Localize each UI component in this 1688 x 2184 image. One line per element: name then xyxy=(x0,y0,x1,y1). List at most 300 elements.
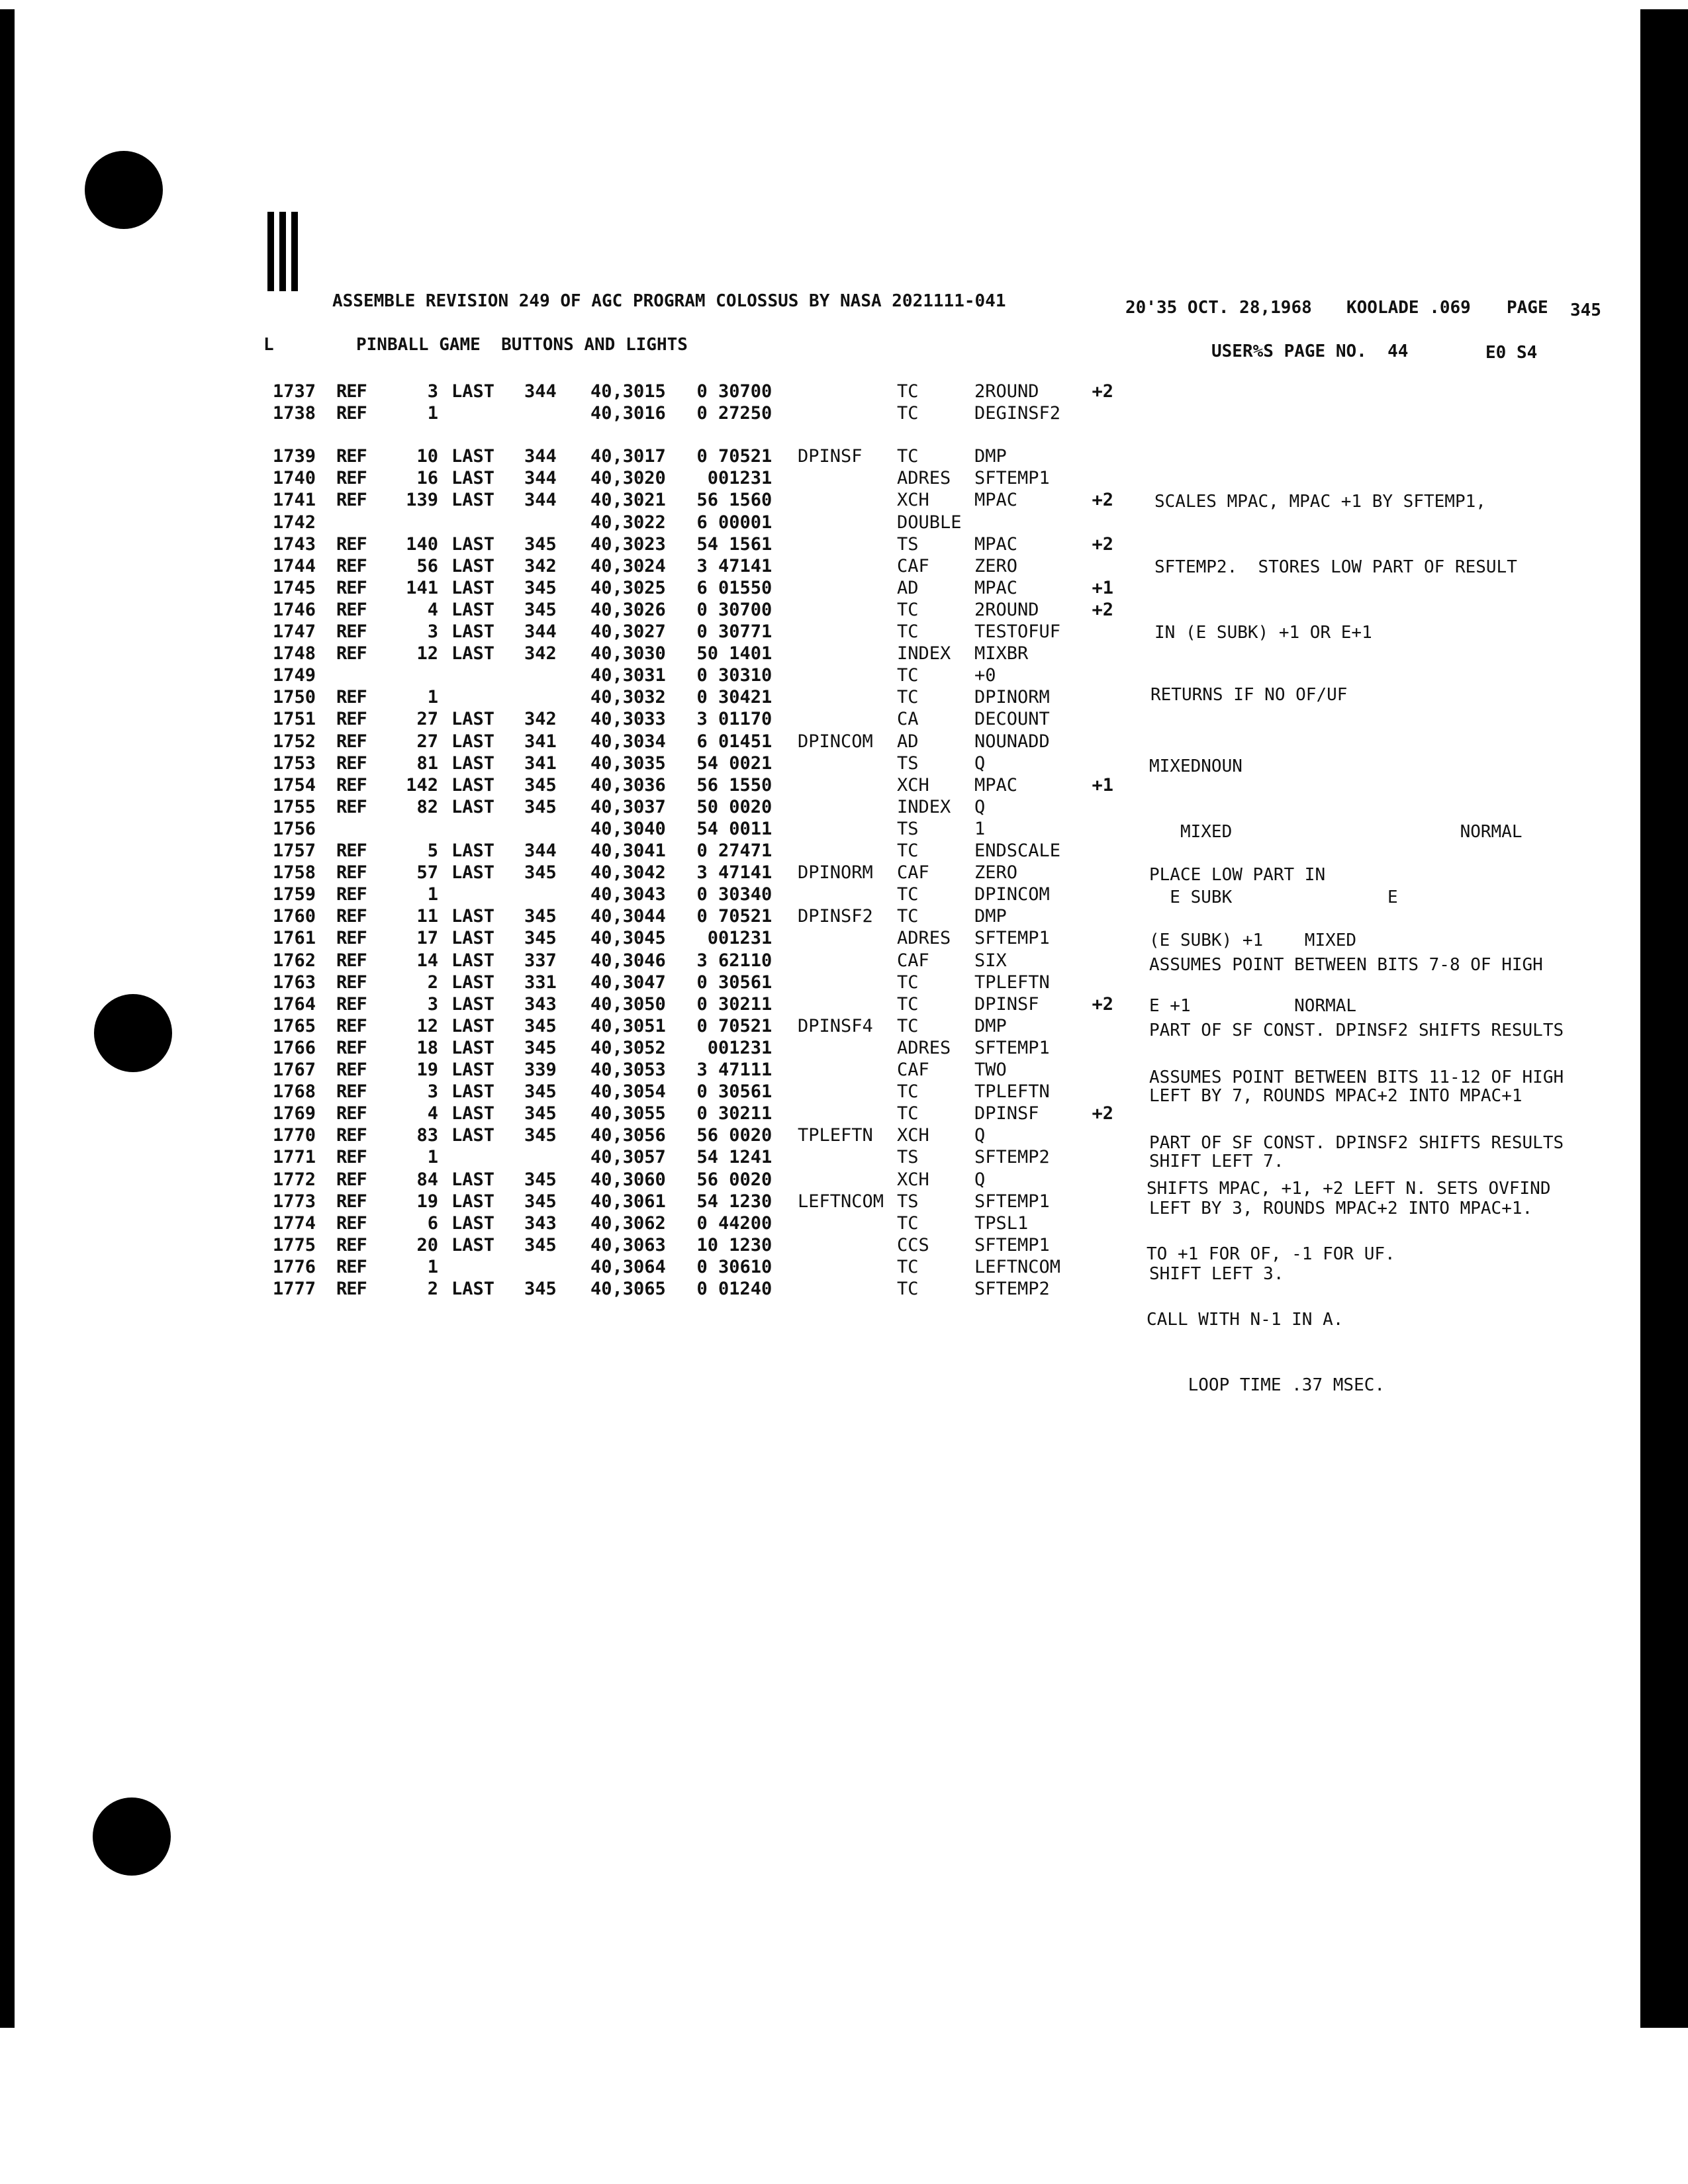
line-number: 1748 xyxy=(273,643,316,664)
last-page: 345 xyxy=(524,862,557,884)
comment-line: ASSUMES POINT BETWEEN BITS 7-8 OF HIGH xyxy=(1149,955,1543,975)
octal-word: 56 155 xyxy=(696,774,761,796)
opcode: AD xyxy=(897,731,919,752)
operand: SFTEMP1 xyxy=(974,468,1050,489)
octal-word: 00123 xyxy=(707,928,761,949)
parity-bit: 1 xyxy=(761,841,773,861)
ref-count: 17 xyxy=(416,928,438,949)
address: 40,3047 xyxy=(590,972,666,993)
line-number: 1760 xyxy=(273,906,316,927)
line-number: 1762 xyxy=(273,950,316,971)
parity-bit: 1 xyxy=(761,446,773,467)
comment-line: PART OF SF CONST. DPINSF2 SHIFTS RESULTS xyxy=(1149,1133,1564,1153)
operand: LEFTNCOM xyxy=(974,1256,1061,1277)
page-label: PAGE xyxy=(1507,298,1548,318)
ref-marker: REF xyxy=(336,709,367,730)
opcode: TC xyxy=(897,906,919,927)
parity-bit: 0 xyxy=(761,1169,773,1190)
ref-marker: REF xyxy=(336,1234,367,1255)
section-title: PINBALL GAME BUTTONS AND LIGHTS xyxy=(356,335,688,355)
ref-marker: REF xyxy=(336,533,367,555)
ref-count: 1 xyxy=(427,687,438,708)
line-number: 1771 xyxy=(273,1147,316,1168)
last-marker: LAST xyxy=(451,1279,495,1299)
opcode: TS xyxy=(897,1147,919,1168)
line-number: 1741 xyxy=(273,490,316,511)
octal-word: 0 3077 xyxy=(696,621,761,642)
address: 40,3016 xyxy=(590,403,666,424)
line-number: 1757 xyxy=(273,841,316,861)
operand-modifier: +1 xyxy=(1092,577,1113,598)
octal-word: 0 7052 xyxy=(696,906,761,927)
last-marker: LAST xyxy=(451,621,495,642)
ref-count: 82 xyxy=(416,796,438,817)
last-marker: LAST xyxy=(451,1060,495,1080)
address: 40,3034 xyxy=(590,731,666,752)
ref-marker: REF xyxy=(336,928,367,949)
octal-word: 3 4714 xyxy=(696,555,761,576)
comment-line: CALL WITH N-1 IN A. xyxy=(1147,1310,1344,1330)
operand: 2ROUND xyxy=(974,381,1039,402)
e-code: E0 S4 xyxy=(1485,343,1538,363)
parity-bit: 1 xyxy=(761,906,773,927)
last-marker: LAST xyxy=(451,577,495,598)
parity-bit: 1 xyxy=(761,643,773,664)
parity-bit: 0 xyxy=(761,1234,773,1255)
parity-bit: 1 xyxy=(761,993,773,1015)
operand: TPSL1 xyxy=(974,1212,1029,1234)
parity-bit: 0 xyxy=(761,1256,773,1277)
ref-count: 20 xyxy=(416,1234,438,1255)
parity-bit: 0 xyxy=(761,1125,773,1146)
octal-word: 3 6211 xyxy=(696,950,761,971)
last-marker: LAST xyxy=(451,1015,495,1036)
last-marker: LAST xyxy=(451,1169,495,1190)
address: 40,3046 xyxy=(590,950,666,971)
address: 40,3054 xyxy=(590,1081,666,1103)
operand: ZERO xyxy=(974,555,1018,576)
parity-bit: 1 xyxy=(761,468,773,489)
operand: DEGINSF2 xyxy=(974,403,1061,424)
address: 40,3042 xyxy=(590,862,666,884)
operand: Q xyxy=(974,1169,986,1190)
last-marker: LAST xyxy=(451,950,495,971)
ref-count: 2 xyxy=(427,1279,438,1299)
ref-count: 56 xyxy=(416,555,438,576)
ref-count: 4 xyxy=(427,1103,438,1124)
address: 40,3064 xyxy=(590,1256,666,1277)
parity-bit: 1 xyxy=(761,862,773,884)
octal-word: 56 002 xyxy=(696,1125,761,1146)
instruction-label: TPLEFTN xyxy=(798,1125,873,1146)
octal-word: 0 3070 xyxy=(696,599,761,620)
last-page: 345 xyxy=(524,533,557,555)
ref-count: 3 xyxy=(427,381,438,402)
ref-count: 12 xyxy=(416,1015,438,1036)
octal-word: 0 3056 xyxy=(696,1081,761,1103)
opcode: DOUBLE xyxy=(897,512,962,533)
operand: NOUNADD xyxy=(974,731,1050,752)
comment-line: E SUBK E xyxy=(1149,887,1398,907)
address: 40,3044 xyxy=(590,906,666,927)
comment-line: PLACE LOW PART IN xyxy=(1149,865,1326,885)
octal-word: 3 4711 xyxy=(696,1060,761,1080)
instruction-label: LEFTNCOM xyxy=(798,1191,884,1212)
address: 40,3032 xyxy=(590,687,666,708)
line-number: 1737 xyxy=(273,381,316,402)
last-marker: LAST xyxy=(451,841,495,861)
comment-line: SFTEMP2. STORES LOW PART OF RESULT xyxy=(1154,557,1517,577)
last-page: 345 xyxy=(524,1081,557,1103)
last-marker: LAST xyxy=(451,796,495,817)
last-page: 345 xyxy=(524,1037,557,1058)
last-page: 345 xyxy=(524,1015,557,1036)
last-marker: LAST xyxy=(451,774,495,796)
opcode: TC xyxy=(897,665,919,686)
ref-count: 27 xyxy=(416,709,438,730)
ref-count: 1 xyxy=(427,884,438,905)
last-page: 345 xyxy=(524,1234,557,1255)
ref-marker: REF xyxy=(336,884,367,905)
comment-block xyxy=(1154,447,1517,666)
opcode: TC xyxy=(897,403,919,424)
ref-count: 27 xyxy=(416,731,438,752)
parity-bit: 1 xyxy=(761,818,773,839)
address: 40,3061 xyxy=(590,1191,666,1212)
operand: DPINORM xyxy=(974,687,1050,708)
line-number: 1774 xyxy=(273,1212,316,1234)
octal-word: 0 4420 xyxy=(696,1212,761,1234)
ref-marker: REF xyxy=(336,972,367,993)
operand: DPINSF xyxy=(974,993,1039,1015)
line-number: 1763 xyxy=(273,972,316,993)
opcode: TC xyxy=(897,1081,919,1103)
instruction-label: DPINSF4 xyxy=(798,1015,873,1036)
last-page: 342 xyxy=(524,709,557,730)
address: 40,3036 xyxy=(590,774,666,796)
parity-bit: 0 xyxy=(761,599,773,620)
octal-word: 3 4714 xyxy=(696,862,761,884)
ref-count: 16 xyxy=(416,468,438,489)
octal-word: 10 123 xyxy=(696,1234,761,1255)
parity-bit: 0 xyxy=(761,796,773,817)
line-number: 1753 xyxy=(273,752,316,774)
line-number: 1773 xyxy=(273,1191,316,1212)
operand: ENDSCALE xyxy=(974,841,1061,861)
ref-count: 5 xyxy=(427,841,438,861)
ref-marker: REF xyxy=(336,381,367,402)
last-page: 345 xyxy=(524,1125,557,1146)
address: 40,3020 xyxy=(590,468,666,489)
octal-word: 50 002 xyxy=(696,796,761,817)
opcode: TC xyxy=(897,1103,919,1124)
last-page: 341 xyxy=(524,752,557,774)
address: 40,3031 xyxy=(590,665,666,686)
line-number: 1738 xyxy=(273,403,316,424)
operand: DECOUNT xyxy=(974,709,1050,730)
ref-marker: REF xyxy=(336,403,367,424)
listing-title: ASSEMBLE REVISION 249 OF AGC PROGRAM COLOSSUS BY NASA 2021111-041 xyxy=(332,291,1006,311)
last-marker: LAST xyxy=(451,862,495,884)
comment-line: MIXED NORMAL xyxy=(1149,822,1523,842)
address: 40,3037 xyxy=(590,796,666,817)
opcode: INDEX xyxy=(897,643,951,664)
parity-bit: 0 xyxy=(761,774,773,796)
ref-marker: REF xyxy=(336,1060,367,1080)
ref-count: 1 xyxy=(427,1147,438,1168)
operand: TPLEFTN xyxy=(974,972,1050,993)
address: 40,3025 xyxy=(590,577,666,598)
line-number: 1768 xyxy=(273,1081,316,1103)
opcode: TC xyxy=(897,993,919,1015)
ref-count: 18 xyxy=(416,1037,438,1058)
comment-line: LEFT BY 7, ROUNDS MPAC+2 INTO MPAC+1 xyxy=(1149,1086,1523,1106)
opcode: CAF xyxy=(897,862,929,884)
address: 40,3050 xyxy=(590,993,666,1015)
operand: Q xyxy=(974,752,986,774)
octal-word: 54 002 xyxy=(696,752,761,774)
opcode: CAF xyxy=(897,950,929,971)
operand: MIXBR xyxy=(974,643,1029,664)
operand: Q xyxy=(974,1125,986,1146)
octal-word: 0 0124 xyxy=(696,1279,761,1299)
opcode: INDEX xyxy=(897,796,951,817)
operand: SIX xyxy=(974,950,1007,971)
opcode: ADRES xyxy=(897,928,951,949)
last-marker: LAST xyxy=(451,533,495,555)
line-number: 1740 xyxy=(273,468,316,489)
punch-hole-middle xyxy=(94,994,172,1072)
ref-marker: REF xyxy=(336,643,367,664)
last-page: 337 xyxy=(524,950,557,971)
comment-line: SHIFTS MPAC, +1, +2 LEFT N. SETS OVFIND xyxy=(1147,1179,1551,1199)
octal-word: 0 3034 xyxy=(696,884,761,905)
opcode: XCH xyxy=(897,774,929,796)
address: 40,3060 xyxy=(590,1169,666,1190)
scan-edge-right xyxy=(1640,9,1688,2028)
ref-count: 11 xyxy=(416,906,438,927)
operand-modifier: +2 xyxy=(1092,599,1113,620)
comment-line: LEFT BY 3, ROUNDS MPAC+2 INTO MPAC+1. xyxy=(1149,1199,1533,1218)
ref-marker: REF xyxy=(336,446,367,467)
comment-line: SCALES MPAC, MPAC +1 BY SFTEMP1, xyxy=(1154,492,1486,512)
last-page: 331 xyxy=(524,972,557,993)
ref-count: 3 xyxy=(427,1081,438,1103)
opcode: CCS xyxy=(897,1234,929,1255)
line-number: 1745 xyxy=(273,577,316,598)
octal-word: 6 0155 xyxy=(696,577,761,598)
parity-bit: 1 xyxy=(761,555,773,576)
address: 40,3026 xyxy=(590,599,666,620)
parity-bit: 0 xyxy=(761,1279,773,1299)
opcode: TS xyxy=(897,752,919,774)
address: 40,3030 xyxy=(590,643,666,664)
punch-hole-top xyxy=(85,151,163,229)
parity-bit: 1 xyxy=(761,1015,773,1036)
line-number: 1749 xyxy=(273,665,316,686)
operand: MPAC xyxy=(974,577,1018,598)
octal-word: 00123 xyxy=(707,468,761,489)
ref-count: 3 xyxy=(427,621,438,642)
operand: MPAC xyxy=(974,490,1018,511)
instruction-label: DPINORM xyxy=(798,862,873,884)
ref-marker: REF xyxy=(336,796,367,817)
opcode: TC xyxy=(897,381,919,402)
ref-marker: REF xyxy=(336,1256,367,1277)
octal-word: 54 124 xyxy=(696,1147,761,1168)
line-number: 1742 xyxy=(273,512,316,533)
opcode: TC xyxy=(897,1212,919,1234)
listing-user: KOOLADE .069 xyxy=(1346,298,1471,318)
parity-bit: 1 xyxy=(761,533,773,555)
operand: DPINSF xyxy=(974,1103,1039,1124)
last-marker: LAST xyxy=(451,1081,495,1103)
opcode: TC xyxy=(897,687,919,708)
operand: SFTEMP1 xyxy=(974,1234,1050,1255)
address: 40,3062 xyxy=(590,1212,666,1234)
last-marker: LAST xyxy=(451,1234,495,1255)
ref-marker: REF xyxy=(336,621,367,642)
line-number: 1775 xyxy=(273,1234,316,1255)
opcode: TC xyxy=(897,841,919,861)
comment-line: MIXEDNOUN xyxy=(1149,756,1243,776)
address: 40,3041 xyxy=(590,841,666,861)
line-number: 1769 xyxy=(273,1103,316,1124)
operand: DPINCOM xyxy=(974,884,1050,905)
operand: TESTOFUF xyxy=(974,621,1061,642)
last-marker: LAST xyxy=(451,1103,495,1124)
opcode: ADRES xyxy=(897,468,951,489)
octal-word: 00123 xyxy=(707,1037,761,1058)
ref-count: 10 xyxy=(416,446,438,467)
user-page-number: USER%S PAGE NO. 44 xyxy=(1211,341,1409,361)
last-marker: LAST xyxy=(451,993,495,1015)
parity-bit: 1 xyxy=(761,1037,773,1058)
opcode: CAF xyxy=(897,1060,929,1080)
last-marker: LAST xyxy=(451,1212,495,1234)
last-page: 345 xyxy=(524,577,557,598)
last-page: 343 xyxy=(524,1212,557,1234)
last-page: 342 xyxy=(524,643,557,664)
ref-count: 139 xyxy=(406,490,438,511)
operand: SFTEMP2 xyxy=(974,1279,1050,1299)
line-number: 1751 xyxy=(273,709,316,730)
operand-modifier: +2 xyxy=(1092,381,1113,402)
last-page: 344 xyxy=(524,468,557,489)
address: 40,3023 xyxy=(590,533,666,555)
line-number: 1752 xyxy=(273,731,316,752)
address: 40,3027 xyxy=(590,621,666,642)
octal-word: 0 3061 xyxy=(696,1256,761,1277)
octal-word: 0 2725 xyxy=(696,403,761,424)
line-number: 1765 xyxy=(273,1015,316,1036)
operand: SFTEMP1 xyxy=(974,928,1050,949)
octal-word: 0 2747 xyxy=(696,841,761,861)
line-number: 1764 xyxy=(273,993,316,1015)
address: 40,3045 xyxy=(590,928,666,949)
opcode: ADRES xyxy=(897,1037,951,1058)
ref-count: 6 xyxy=(427,1212,438,1234)
ref-marker: REF xyxy=(336,1081,367,1103)
opcode: TC xyxy=(897,972,919,993)
ref-count: 14 xyxy=(416,950,438,971)
line-number: 1756 xyxy=(273,818,316,839)
parity-bit: 1 xyxy=(761,928,773,949)
last-page: 344 xyxy=(524,621,557,642)
octal-word: 50 140 xyxy=(696,643,761,664)
operand: MPAC xyxy=(974,774,1018,796)
octal-word: 0 3021 xyxy=(696,1103,761,1124)
line-number: 1758 xyxy=(273,862,316,884)
ref-marker: REF xyxy=(336,841,367,861)
address: 40,3056 xyxy=(590,1125,666,1146)
operand: DMP xyxy=(974,446,1007,467)
scan-edge-left xyxy=(0,9,15,2028)
comment-line: SHIFT LEFT 3. xyxy=(1149,1264,1284,1284)
ref-marker: REF xyxy=(336,1191,367,1212)
octal-word: 54 156 xyxy=(696,533,761,555)
octal-word: 0 3021 xyxy=(696,993,761,1015)
octal-word: 6 0000 xyxy=(696,512,761,533)
parity-bit: 1 xyxy=(761,972,773,993)
ref-count: 12 xyxy=(416,643,438,664)
parity-bit: 0 xyxy=(761,950,773,971)
ref-marker: REF xyxy=(336,906,367,927)
comment-line: RETURNS IF NO OF/UF xyxy=(1150,685,1348,705)
comment-line: ASSUMES POINT BETWEEN BITS 11-12 OF HIGH xyxy=(1149,1068,1564,1087)
last-marker: LAST xyxy=(451,1191,495,1212)
ref-count: 4 xyxy=(427,599,438,620)
opcode: TS xyxy=(897,533,919,555)
parity-bit: 0 xyxy=(761,490,773,511)
opcode: TC xyxy=(897,1256,919,1277)
page-number: 345 xyxy=(1570,300,1601,320)
address: 40,3052 xyxy=(590,1037,666,1058)
ref-count: 2 xyxy=(427,972,438,993)
address: 40,3017 xyxy=(590,446,666,467)
octal-word: 56 002 xyxy=(696,1169,761,1190)
last-marker: LAST xyxy=(451,555,495,576)
operand: 2ROUND xyxy=(974,599,1039,620)
line-number: 1770 xyxy=(273,1125,316,1146)
last-page: 345 xyxy=(524,1103,557,1124)
last-page: 345 xyxy=(524,774,557,796)
line-number: 1743 xyxy=(273,533,316,555)
line-number: 1739 xyxy=(273,446,316,467)
opcode: TC xyxy=(897,599,919,620)
parity-bit: 1 xyxy=(761,512,773,533)
operand-modifier: +2 xyxy=(1092,533,1113,555)
ref-count: 84 xyxy=(416,1169,438,1190)
last-marker: LAST xyxy=(451,1125,495,1146)
operand: 1 xyxy=(974,818,986,839)
line-number: 1776 xyxy=(273,1256,316,1277)
ref-marker: REF xyxy=(336,490,367,511)
listing-datetime: 20'35 OCT. 28,1968 xyxy=(1125,298,1312,318)
address: 40,3035 xyxy=(590,752,666,774)
ref-marker: REF xyxy=(336,555,367,576)
comment-line: (E SUBK) +1 MIXED xyxy=(1149,931,1357,950)
last-page: 345 xyxy=(524,1191,557,1212)
parity-bit: 0 xyxy=(761,403,773,424)
address: 40,3040 xyxy=(590,818,666,839)
last-page: 344 xyxy=(524,841,557,861)
parity-bit: 0 xyxy=(761,381,773,402)
parity-bit: 1 xyxy=(761,1060,773,1080)
last-marker: LAST xyxy=(451,490,495,511)
address: 40,3024 xyxy=(590,555,666,576)
parity-bit: 1 xyxy=(761,621,773,642)
